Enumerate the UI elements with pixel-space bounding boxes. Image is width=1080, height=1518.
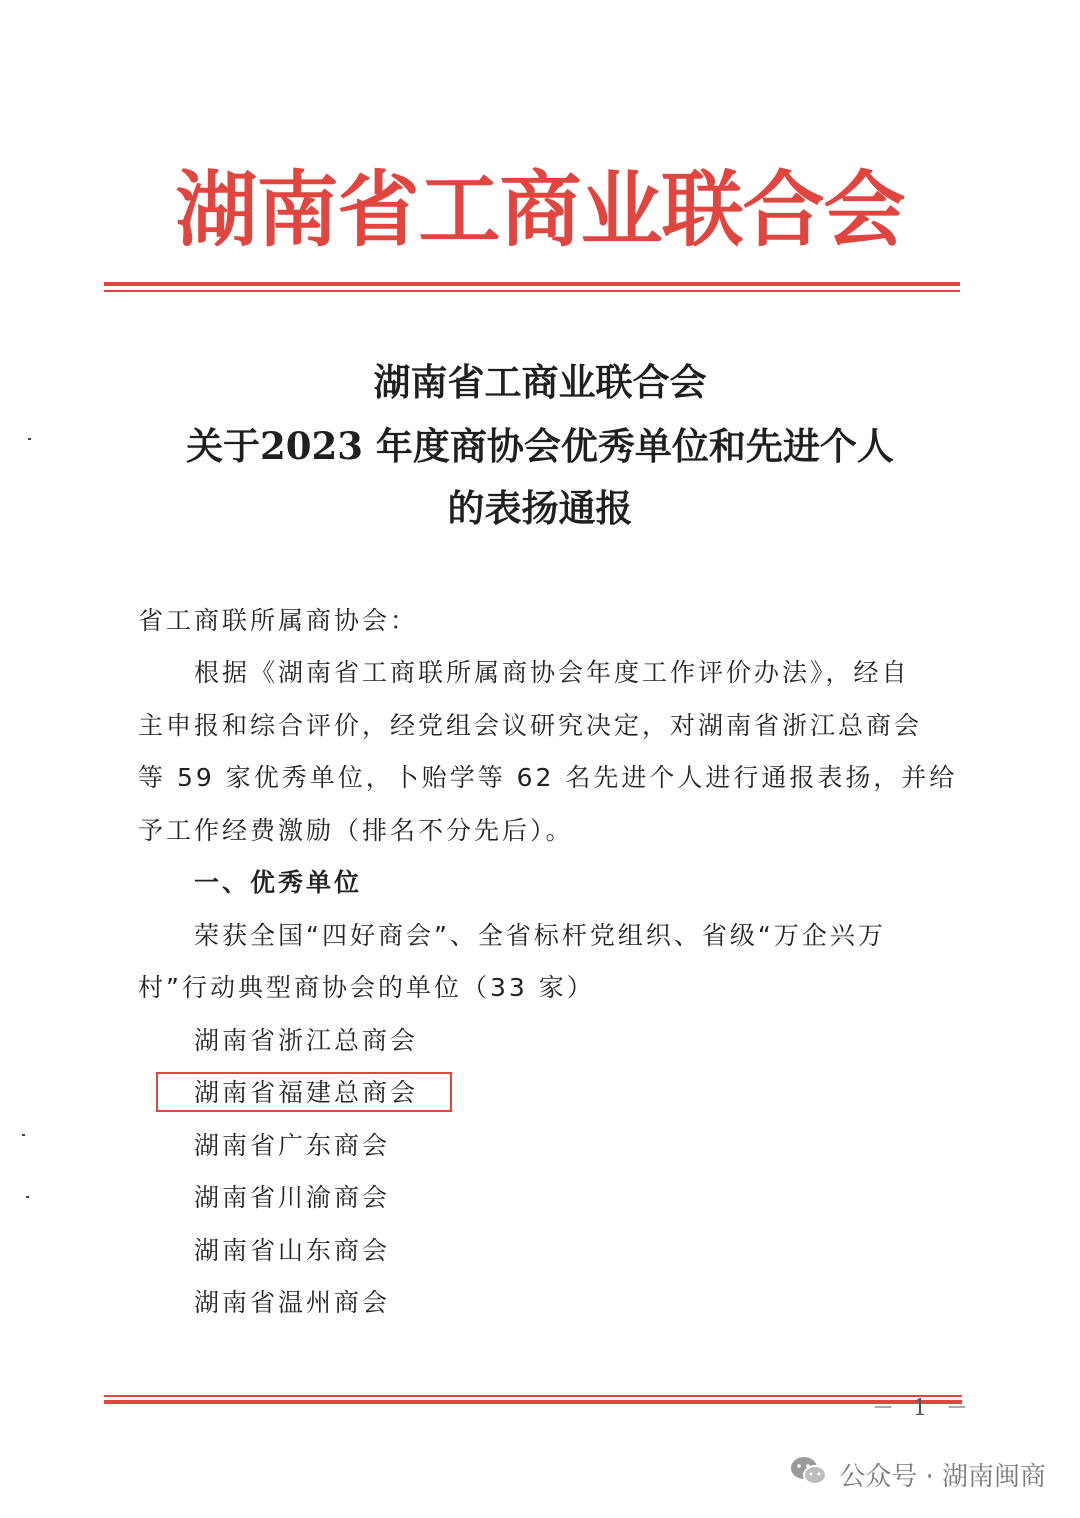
letterhead-org-name: 湖南省工商业联合会	[175, 162, 905, 258]
page-number: － 1 －	[872, 1396, 974, 1421]
section-intro-line: 村”行动典型商协会的单位（33 家）	[138, 973, 595, 1002]
unit-list-item: 湖南省温州商会	[194, 1288, 391, 1317]
unit-list-item: 湖南省广东商会	[194, 1131, 391, 1160]
footer-rule-thick	[104, 1400, 962, 1404]
letterhead-rule-thin	[104, 290, 960, 292]
footer-rule-thin	[104, 1395, 962, 1397]
paragraph-line: 予工作经费激励（排名不分先后）。	[138, 816, 574, 845]
highlight-box	[156, 1072, 452, 1112]
wechat-icon	[789, 1454, 829, 1495]
unit-list-item: 湖南省浙江总商会	[194, 1026, 419, 1055]
unit-list-item: 湖南省山东商会	[194, 1236, 391, 1265]
scan-speck	[22, 1134, 25, 1136]
paragraph-line: 主申报和综合评价，经党组会议研究决定，对湖南省浙江总商会	[138, 711, 923, 740]
section-intro-line: 荣获全国“四好商会”、全省标杆党组织、省级“万企兴万	[194, 921, 886, 950]
paragraph-line: 根据《湖南省工商联所属商协会年度工作评价办法》，经自	[194, 658, 910, 687]
salutation: 省工商联所属商协会：	[138, 606, 419, 635]
letterhead-rule-thick	[104, 282, 960, 286]
section-heading: 一、优秀单位	[194, 868, 363, 897]
doc-title-line-1: 湖南省工商业联合会	[373, 360, 707, 404]
scan-speck	[28, 438, 31, 440]
doc-title-line-2: 关于2023 年度商协会优秀单位和先进个人	[186, 424, 894, 468]
scan-speck	[26, 1196, 29, 1198]
doc-title-line-3: 的表扬通报	[447, 486, 633, 530]
watermark-text: 公众号 · 湖南闽商	[839, 1461, 1046, 1492]
watermark	[789, 1452, 1046, 1496]
unit-list-item-highlighted: 湖南省福建总商会	[194, 1078, 419, 1107]
paragraph-line: 等 59 家优秀单位，卜贻学等 62 名先进个人进行通报表扬，并给	[138, 763, 958, 792]
unit-list-item: 湖南省川渝商会	[194, 1183, 391, 1212]
